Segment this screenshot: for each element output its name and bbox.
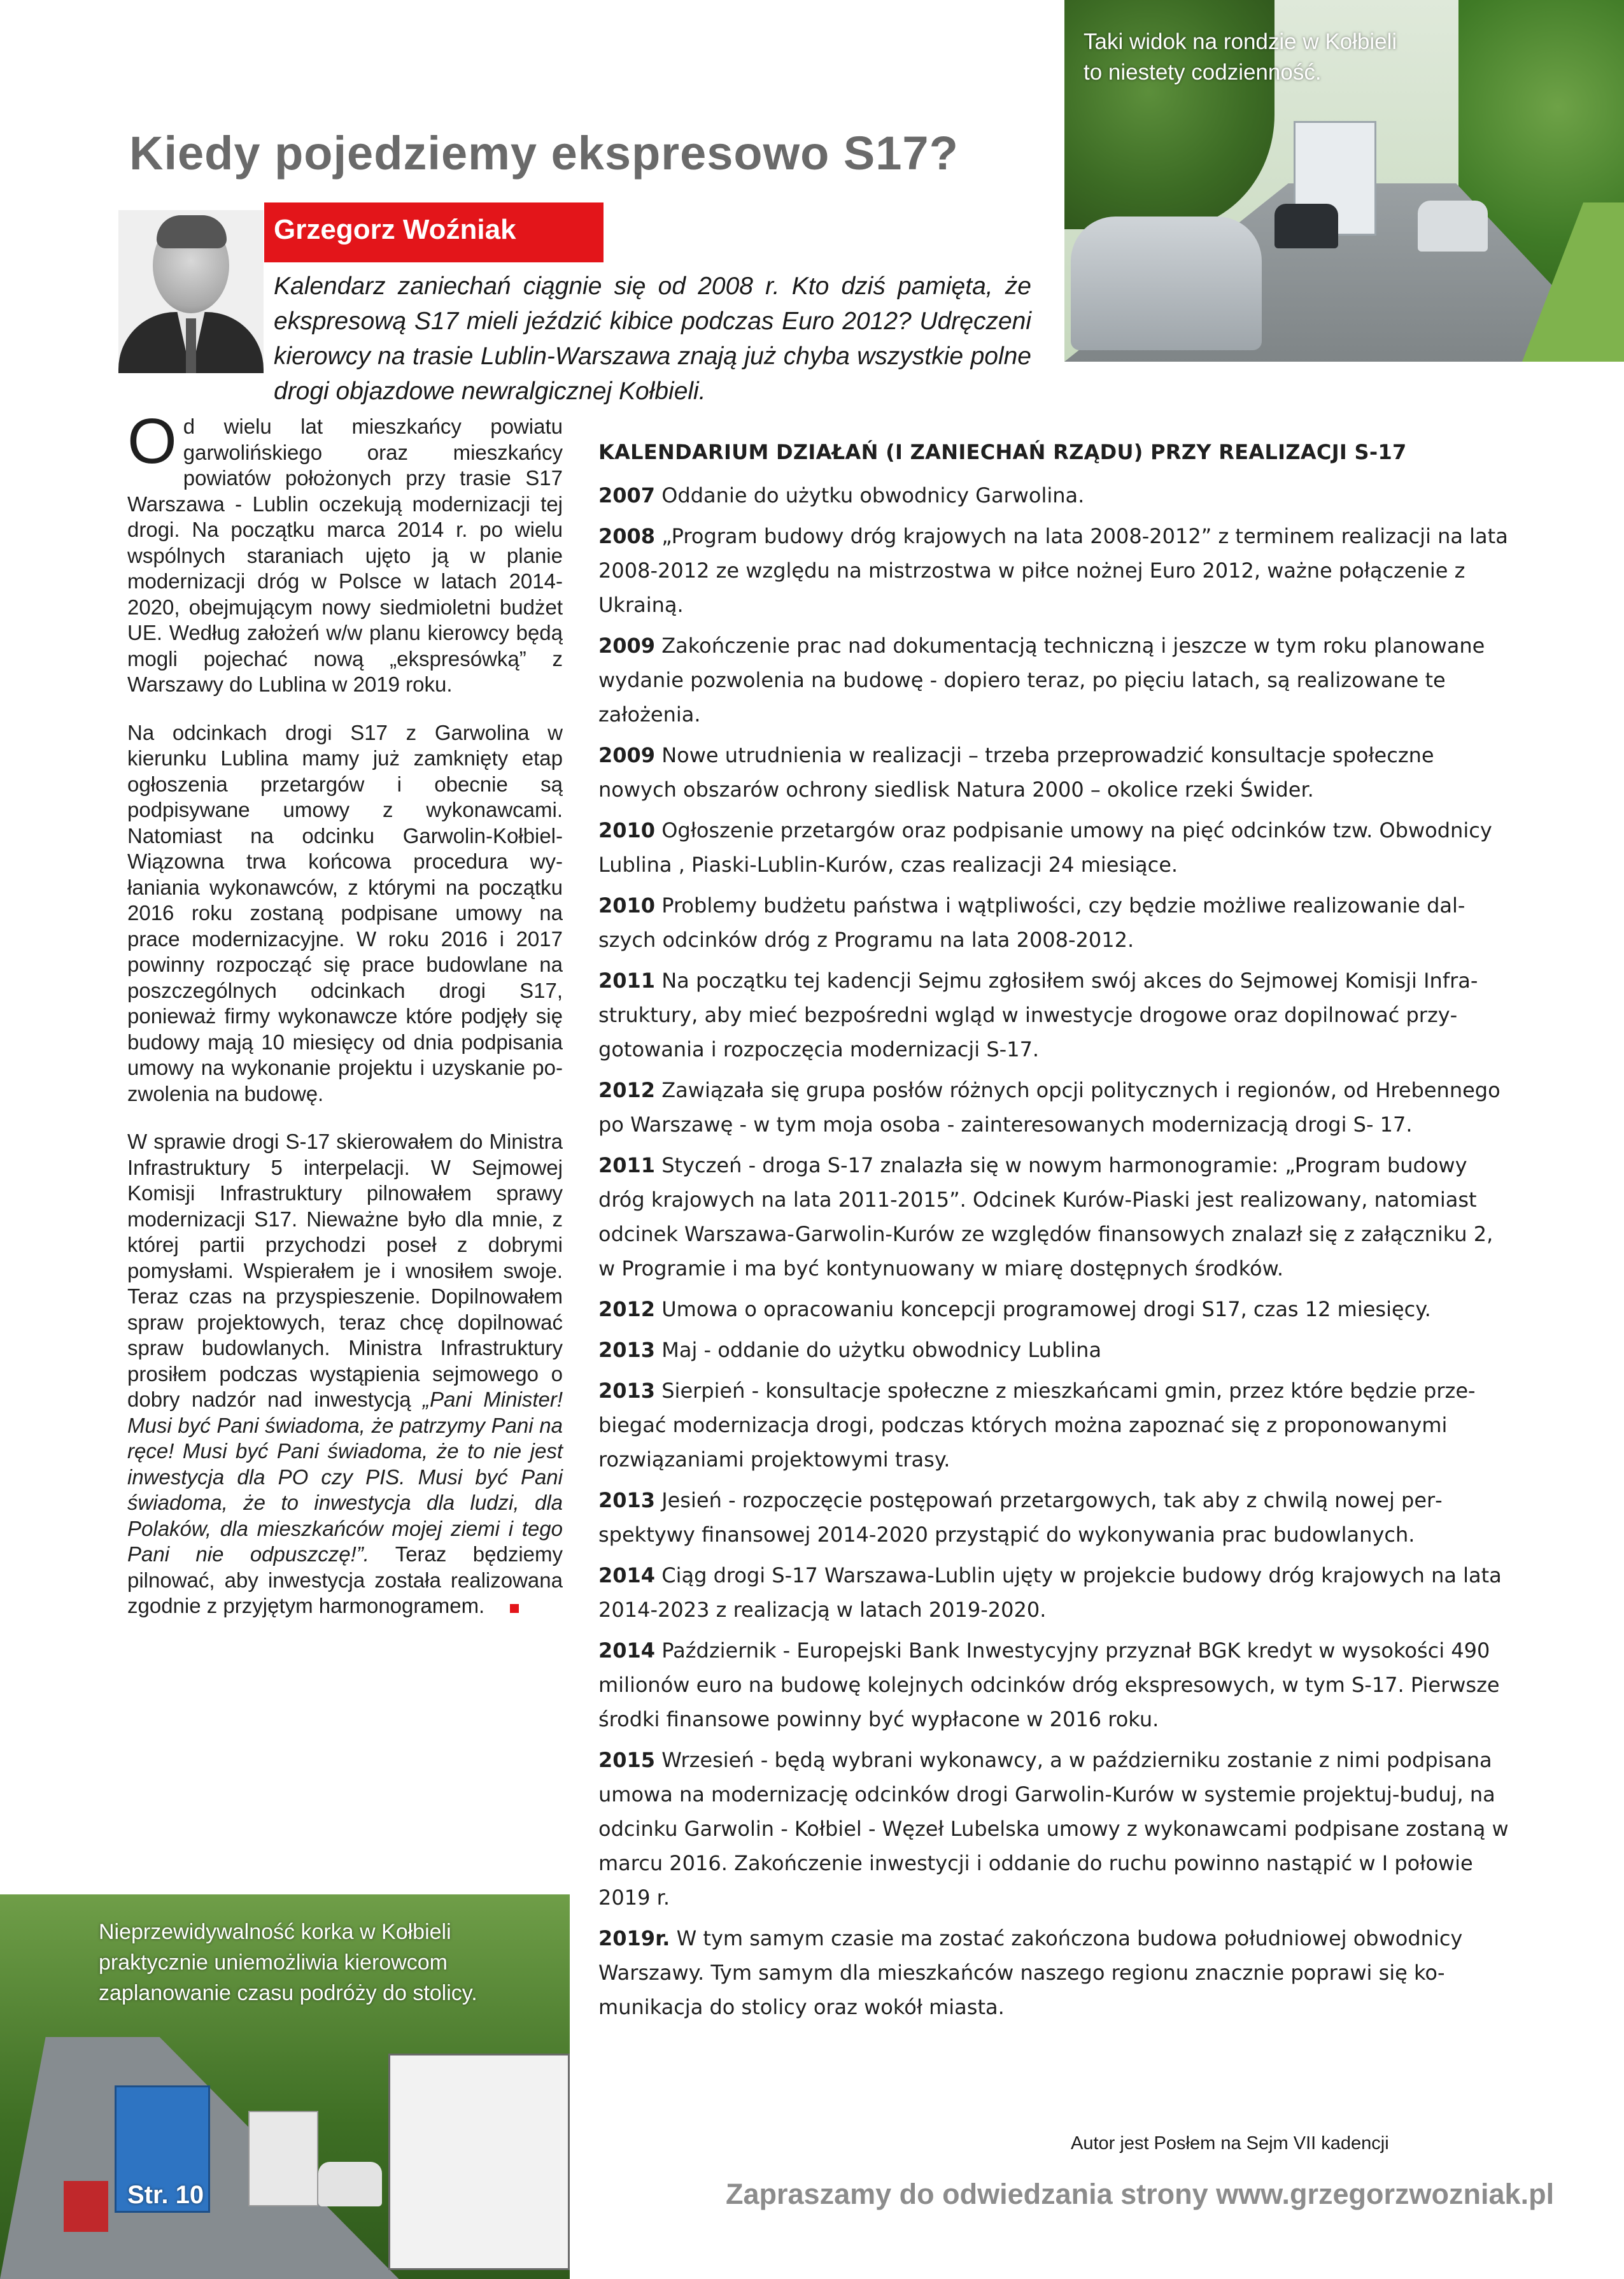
timeline-heading: KALENDARIUM DZIAŁAŃ (I ZANIECHAŃ RZĄDU) PRZY REALIZACJI S-17 — [598, 440, 1407, 464]
paragraph — [127, 406, 563, 698]
timeline-entry — [598, 1743, 1509, 1915]
timeline-entry — [598, 1148, 1509, 1286]
photo-caption — [1084, 27, 1397, 88]
timeline-text: W tym samym czasie ma zostać zakończona budowa południowej obwodnicy Warszawy. Tym samym dla mieszkańców naszego regionu znacznie poprawi się komunikacja do stolicy oraz wokół miasta. — [598, 1926, 1463, 2019]
timeline-entry — [598, 888, 1509, 957]
timeline-text: Ogłoszenie przetargów oraz podpisanie umowy na pięć odcinków tzw. Obwodnicy Lublina , Piaski-Lublin-Kurów, czas realizacji 24 miesiące. — [598, 818, 1492, 877]
article-lead: Kalendarz zaniechań ciągnie się od 2008 r. Kto dziś pamięta, że ekspresową S17 mieli jeździć kibice podczas Euro 2012? Udręczeni kierowcy na trasie Lublin-Warszawa znają już chyba wszystkie polne drogi objazdowe newralgicznej Kołbieli. — [274, 273, 1031, 405]
timeline-entry — [598, 478, 1509, 513]
timeline — [598, 435, 1509, 2031]
timeline-text: Oddanie do użytku obwodnicy Garwolina. — [661, 483, 1085, 508]
timeline-year: 2014 — [598, 1638, 656, 1663]
timeline-text: Umowa o opracowaniu koncepcji programowej drogi S17, czas 12 miesięcy. — [661, 1297, 1431, 1321]
timeline-entry — [598, 1333, 1509, 1367]
paragraph-text: Teraz będziemy pilnować, aby inwestycja została realizowana zgodnie z przyjętym harmonogramem. — [127, 1542, 563, 1617]
timeline-entry — [598, 738, 1509, 807]
photo-truck — [248, 2111, 318, 2206]
timeline-entry — [598, 1921, 1509, 2024]
timeline-text: Na początku tej kadencji Sejmu zgłosiłem swój akces do Sejmowej Komisji Infrastruktury, aby mieć bezpośredni wgląd w inwestycje drogowe oraz dopilnować przygotowania i rozpoczęcia modernizacji S-17. — [598, 969, 1478, 1061]
timeline-year: 2011 — [598, 1153, 656, 1177]
timeline-entry — [598, 963, 1509, 1067]
timeline-entry — [598, 813, 1509, 882]
timeline-text: Zawiązała się grupa posłów różnych opcji politycznych i regionów, od Hrebennego po Warszawę - w tym moja osoba - zainteresowanych modernizacją drogi S- 17. — [598, 1078, 1500, 1137]
timeline-year: 2012 — [598, 1297, 656, 1321]
drop-cap: O — [127, 406, 177, 477]
quote-text: „Pani Minister! Musi być Pani świadoma, że patrzymy Pani na ręce! Musi być Pani świadoma, że to nie jest inwestycja dla PO czy PIS. Musi być Pani świadoma, że to inwestycja dla ludzi, dla Polaków, dla mieszkańców mojej ziemi i tego Pani nie odpuszczę!”. — [127, 1388, 563, 1566]
photo-car — [1418, 201, 1488, 252]
photo-car-silver — [1071, 217, 1262, 350]
timeline-entries — [598, 478, 1509, 2024]
paragraph-text: W sprawie drogi S-17 skierowałem do Ministra Infrastruktury 5 interpelacji. W Sejmowej Komisji Infrastruktury pilnowałem sprawy modernizacji S17. Nieważne było dla mnie, z której partii przychodzi poseł z dobrymi pomysłami. Wspierałem je i wnosiłem swoje. Teraz czas na przyspieszenie. Dopilnowałem spraw projektowych, teraz chcę dopilnować spraw budowlanych. Ministra Infrastruktury prosiłem podczas wystąpienia sejmowego o dobry nadzór nad inwestycją — [127, 1130, 563, 1411]
paragraph: Na odcinkach drogi S17 z Garwolina w kierunku Lublina mamy już zamknięty etap ogłoszenia przetargów i obecnie są podpisywane umowy z wykonawcami. Natomiast na odcinku Garwolin-Kołbiel-Wiązowna trwa końcowa procedura wyłaniania wykonawców, z którymi na początku 2016 roku zostaną podpisane umowy na prace modernizacyjne. W roku 2016 i 2017 powinny rozpocząć się prace budowlane na poszczególnych odcinkach drogi S17, ponieważ firmy wykonawcze które podjęły się budowy mają 10 miesięcy od dnia podpisania umowy na wykonanie projektu i uzyskanie pozwolenia na budowę. — [127, 720, 563, 1105]
caption-line: praktycznie uniemożliwia kierowcom — [99, 1950, 448, 1975]
paragraph — [127, 1129, 563, 1619]
timeline-entry — [598, 1483, 1509, 1552]
timeline-year: 2013 — [598, 1379, 656, 1403]
page-number: Str. 10 — [127, 2181, 204, 2209]
caption-line: zaplanowanie czasu podróży do stolicy. — [99, 1981, 477, 2005]
timeline-year: 2008 — [598, 524, 656, 548]
author-name: Grzegorz Woźniak — [274, 214, 516, 245]
article-body-left — [127, 406, 563, 1642]
portrait-hair — [157, 215, 227, 248]
timeline-text: Jesień - rozpoczęcie postępowań przetargowych, tak aby z chwilą nowej perspektywy finansowej 2014-2020 przystąpić do wykonywania prac budowlanych. — [598, 1488, 1443, 1547]
photo-car-red — [64, 2181, 108, 2232]
timeline-text: Zakończenie prac nad dokumentacją techniczną i jeszcze w tym roku planowane wydanie pozwolenia na budowę - dopiero teraz, po pięciu latach, są realizowane te założenia. — [598, 634, 1485, 727]
timeline-year: 2014 — [598, 1563, 656, 1587]
timeline-text: Wrzesień - będą wybrani wykonawcy, a w październiku zostanie z nimi podpisana umowa na modernizację odcinków drogi Garwolin-Kurów w systemie projektuj-buduj, na odcinku Garwolin - Kołbiel - Węzeł Lubelska umowy z wykonawcami podpisane zostaną w marcu 2016. Zakończenie inwestycji i oddanie do ruchu powinno nastąpić w I połowie 2019 r. — [598, 1748, 1509, 1910]
timeline-text: Sierpień - konsultacje społeczne z mieszkańcami gmin, przez które będzie przebiegać modernizacja drogi, podczas których można zapoznać się z proponowanymi rozwiązaniami projektowymi trasy. — [598, 1379, 1476, 1472]
timeline-year: 2009 — [598, 743, 656, 767]
timeline-year: 2009 — [598, 634, 656, 658]
timeline-entry — [598, 1374, 1509, 1477]
timeline-text: Maj - oddanie do użytku obwodnicy Lublina — [661, 1338, 1102, 1362]
timeline-entry — [598, 1558, 1509, 1627]
timeline-year: 2010 — [598, 818, 656, 842]
author-name-bar — [264, 202, 604, 262]
caption-line: Taki widok na rondzie w Kołbieli — [1084, 29, 1397, 54]
timeline-year: 2010 — [598, 893, 656, 918]
photo-traffic-roundabout — [1064, 0, 1624, 362]
photo-truck-white — [388, 2054, 570, 2270]
portrait-tie — [186, 318, 196, 373]
timeline-text: Problemy budżetu państwa i wątpliwości, czy będzie możliwe realizowanie dalszych odcinków dróg z Programu na lata 2008-2012. — [598, 893, 1465, 952]
timeline-entry — [598, 628, 1509, 732]
caption-line: Nieprzewidywalność korka w Kołbieli — [99, 1920, 451, 1944]
caption-line: to niestety codzienność. — [1084, 60, 1322, 85]
timeline-year: 2019r. — [598, 1926, 670, 1950]
article-title: Kiedy pojedziemy ekspresowo S17? — [129, 127, 959, 180]
footer-website: Zapraszamy do odwiedzania strony www.grzegorzwozniak.pl — [726, 2178, 1555, 2210]
timeline-entry — [598, 1633, 1509, 1736]
author-portrait — [118, 210, 264, 373]
timeline-text: Ciąg drogi S-17 Warszawa-Lublin ujęty w projekcie budowy dróg krajowych na lata 2014-2023 z realizacją w latach 2019-2020. — [598, 1563, 1502, 1622]
photo-car — [318, 2162, 382, 2206]
timeline-text: Styczeń - droga S-17 znalazła się w nowym harmonogramie: „Program budowy dróg krajowych na lata 2011-2015”. Odcinek Kurów-Piaski jest realizowany, natomiast odcinek Warszawa-Garwolin-Kurów ze względów finansowych znalazł się z załączniku 2, w Programie i ma być kontynuowany w miarę dostępnych środków. — [598, 1153, 1493, 1281]
timeline-text: Nowe utrudnienia w realizacji – trzeba przeprowadzić konsultacje społeczne nowych obszarów ochrony siedlisk Natura 2000 – okolice rzeki Świder. — [598, 743, 1434, 802]
timeline-entry — [598, 1073, 1509, 1142]
timeline-year: 2007 — [598, 483, 656, 508]
timeline-entry — [598, 519, 1509, 622]
timeline-text: „Program budowy dróg krajowych na lata 2008-2012” z terminem realizacji na lata 2008-2012 ze względu na mistrzostwa w piłce nożnej Euro 2012, ważne połączenie z Ukrainą. — [598, 524, 1508, 617]
timeline-year: 2013 — [598, 1488, 656, 1512]
paragraph-text: d wielu lat mieszkańcy powiatu garwolińskiego oraz mieszkańcy powiatów położonych przy trasie S17 Warszawa - Lublin oczekują modernizacji tej drogi. Na początku marca 2014 r. po wielu wspólnych staraniach ujęto ją w planie modernizacji dróg w Polsce w latach 2014-2020, obejmującym nowy siedmioletni budżet UE. Według założeń w/w planu kierowcy będą mogli pojechać nową „ekspresówką” z Warszawy do Lublina w 2019 roku. — [127, 415, 563, 696]
photo-traffic-jam — [0, 1894, 570, 2279]
photo-car — [1274, 204, 1338, 248]
timeline-year: 2015 — [598, 1748, 656, 1772]
timeline-year: 2011 — [598, 969, 656, 993]
photo-caption — [99, 1917, 477, 2008]
timeline-text: Październik - Europejski Bank Inwestycyjny przyznał BGK kredyt w wysokości 490 milionów euro na budowę kolejnych odcinków dróg ekspresowych, w tym S-17. Pierwsze środki finansowe powinny być wypłacone w 2016 roku. — [598, 1638, 1500, 1731]
timeline-year: 2012 — [598, 1078, 656, 1102]
author-note: Autor jest Posłem na Sejm VII kadencji — [1071, 2133, 1389, 2154]
timeline-entry — [598, 1292, 1509, 1326]
end-of-article-mark — [510, 1604, 519, 1613]
timeline-year: 2013 — [598, 1338, 656, 1362]
